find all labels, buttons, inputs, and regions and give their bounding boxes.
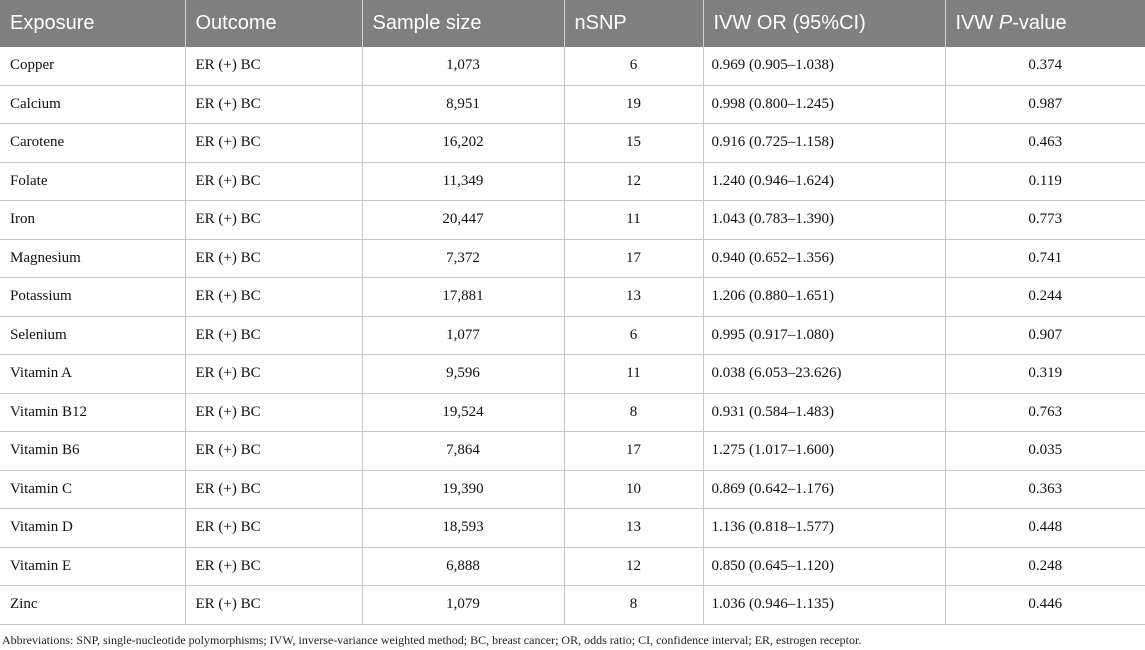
cell-ivw-p: 0.463 <box>945 124 1145 163</box>
cell-ivw-or: 1.136 (0.818–1.577) <box>703 509 945 548</box>
header-ivw-p-italic: P <box>998 12 1013 34</box>
cell-exposure: Vitamin E <box>0 547 185 586</box>
cell-sample-size: 7,864 <box>362 432 564 471</box>
cell-outcome: ER (+) BC <box>185 355 362 394</box>
cell-ivw-or: 1.043 (0.783–1.390) <box>703 201 945 240</box>
cell-ivw-or: 0.038 (6.053–23.626) <box>703 355 945 394</box>
table-row <box>0 201 1145 240</box>
table-row <box>0 47 1145 85</box>
table-row <box>0 278 1145 317</box>
table-row <box>0 509 1145 548</box>
cell-ivw-or: 1.240 (0.946–1.624) <box>703 162 945 201</box>
cell-sample-size: 11,349 <box>362 162 564 201</box>
table-row <box>0 393 1145 432</box>
cell-ivw-or: 1.206 (0.880–1.651) <box>703 278 945 317</box>
table-header <box>0 0 1145 47</box>
cell-sample-size: 6,888 <box>362 547 564 586</box>
cell-exposure: Magnesium <box>0 239 185 278</box>
header-nsnp: nSNP <box>564 0 703 47</box>
cell-nsnp: 12 <box>564 162 703 201</box>
cell-sample-size: 1,077 <box>362 316 564 355</box>
table-row <box>0 432 1145 471</box>
cell-ivw-p: 0.446 <box>945 586 1145 625</box>
table-row <box>0 239 1145 278</box>
cell-outcome: ER (+) BC <box>185 547 362 586</box>
cell-ivw-p: 0.987 <box>945 85 1145 124</box>
cell-nsnp: 13 <box>564 509 703 548</box>
cell-exposure: Copper <box>0 47 185 85</box>
cell-nsnp: 19 <box>564 85 703 124</box>
cell-ivw-p: 0.244 <box>945 278 1145 317</box>
cell-outcome: ER (+) BC <box>185 278 362 317</box>
cell-ivw-p: 0.741 <box>945 239 1145 278</box>
cell-sample-size: 19,524 <box>362 393 564 432</box>
header-row <box>0 0 1145 47</box>
cell-ivw-or: 0.869 (0.642–1.176) <box>703 470 945 509</box>
header-exposure: Exposure <box>0 0 185 47</box>
cell-exposure: Folate <box>0 162 185 201</box>
cell-outcome: ER (+) BC <box>185 239 362 278</box>
cell-sample-size: 1,079 <box>362 586 564 625</box>
cell-ivw-p: 0.448 <box>945 509 1145 548</box>
cell-outcome: ER (+) BC <box>185 85 362 124</box>
cell-ivw-or: 1.275 (1.017–1.600) <box>703 432 945 471</box>
header-ivw-p-suffix: -value <box>1012 12 1067 34</box>
cell-ivw-p: 0.907 <box>945 316 1145 355</box>
cell-ivw-or: 1.036 (0.946–1.135) <box>703 586 945 625</box>
cell-sample-size: 8,951 <box>362 85 564 124</box>
cell-exposure: Vitamin C <box>0 470 185 509</box>
cell-outcome: ER (+) BC <box>185 470 362 509</box>
cell-exposure: Vitamin B12 <box>0 393 185 432</box>
cell-nsnp: 17 <box>564 432 703 471</box>
cell-ivw-or: 0.995 (0.917–1.080) <box>703 316 945 355</box>
cell-sample-size: 16,202 <box>362 124 564 163</box>
cell-exposure: Carotene <box>0 124 185 163</box>
cell-exposure: Iron <box>0 201 185 240</box>
cell-exposure: Potassium <box>0 278 185 317</box>
cell-exposure: Selenium <box>0 316 185 355</box>
cell-outcome: ER (+) BC <box>185 432 362 471</box>
cell-nsnp: 6 <box>564 47 703 85</box>
cell-nsnp: 17 <box>564 239 703 278</box>
cell-outcome: ER (+) BC <box>185 47 362 85</box>
cell-exposure: Vitamin D <box>0 509 185 548</box>
cell-ivw-p: 0.035 <box>945 432 1145 471</box>
cell-sample-size: 1,073 <box>362 47 564 85</box>
header-ivw-or: IVW OR (95%CI) <box>703 0 945 47</box>
cell-sample-size: 7,372 <box>362 239 564 278</box>
cell-nsnp: 8 <box>564 393 703 432</box>
cell-ivw-or: 0.916 (0.725–1.158) <box>703 124 945 163</box>
cell-nsnp: 13 <box>564 278 703 317</box>
cell-outcome: ER (+) BC <box>185 201 362 240</box>
cell-ivw-p: 0.248 <box>945 547 1145 586</box>
cell-exposure: Zinc <box>0 586 185 625</box>
cell-sample-size: 17,881 <box>362 278 564 317</box>
cell-ivw-or: 0.998 (0.800–1.245) <box>703 85 945 124</box>
cell-nsnp: 10 <box>564 470 703 509</box>
table-row <box>0 316 1145 355</box>
cell-exposure: Vitamin A <box>0 355 185 394</box>
cell-ivw-or: 0.850 (0.645–1.120) <box>703 547 945 586</box>
cell-outcome: ER (+) BC <box>185 124 362 163</box>
cell-ivw-or: 0.940 (0.652–1.356) <box>703 239 945 278</box>
cell-nsnp: 12 <box>564 547 703 586</box>
cell-ivw-or: 0.969 (0.905–1.038) <box>703 47 945 85</box>
cell-ivw-p: 0.374 <box>945 47 1145 85</box>
table-row <box>0 547 1145 586</box>
header-outcome: Outcome <box>185 0 362 47</box>
cell-ivw-p: 0.363 <box>945 470 1145 509</box>
cell-sample-size: 18,593 <box>362 509 564 548</box>
cell-outcome: ER (+) BC <box>185 393 362 432</box>
header-ivw-p-value <box>945 0 1145 47</box>
cell-sample-size: 9,596 <box>362 355 564 394</box>
table-row <box>0 85 1145 124</box>
cell-ivw-or: 0.931 (0.584–1.483) <box>703 393 945 432</box>
table-row <box>0 355 1145 394</box>
cell-nsnp: 11 <box>564 201 703 240</box>
table-body <box>0 47 1145 624</box>
cell-outcome: ER (+) BC <box>185 586 362 625</box>
table-row <box>0 124 1145 163</box>
cell-exposure: Calcium <box>0 85 185 124</box>
cell-outcome: ER (+) BC <box>185 509 362 548</box>
header-ivw-p-prefix: IVW <box>955 12 999 34</box>
cell-sample-size: 20,447 <box>362 201 564 240</box>
cell-ivw-p: 0.319 <box>945 355 1145 394</box>
cell-ivw-p: 0.763 <box>945 393 1145 432</box>
table-row <box>0 470 1145 509</box>
cell-nsnp: 8 <box>564 586 703 625</box>
cell-sample-size: 19,390 <box>362 470 564 509</box>
cell-outcome: ER (+) BC <box>185 316 362 355</box>
cell-exposure: Vitamin B6 <box>0 432 185 471</box>
cell-nsnp: 11 <box>564 355 703 394</box>
table-row <box>0 586 1145 625</box>
table-row <box>0 162 1145 201</box>
cell-outcome: ER (+) BC <box>185 162 362 201</box>
footnote: Abbreviations: SNP, single-nucleotide polymorphisms; IVW, inverse-variance weighted method; BC, breast cancer; OR, odds ratio; CI, confidence interval; ER, estrogen receptor. <box>2 633 862 647</box>
cell-ivw-p: 0.773 <box>945 201 1145 240</box>
cell-nsnp: 6 <box>564 316 703 355</box>
cell-nsnp: 15 <box>564 124 703 163</box>
header-sample-size: Sample size <box>362 0 564 47</box>
cell-ivw-p: 0.119 <box>945 162 1145 201</box>
